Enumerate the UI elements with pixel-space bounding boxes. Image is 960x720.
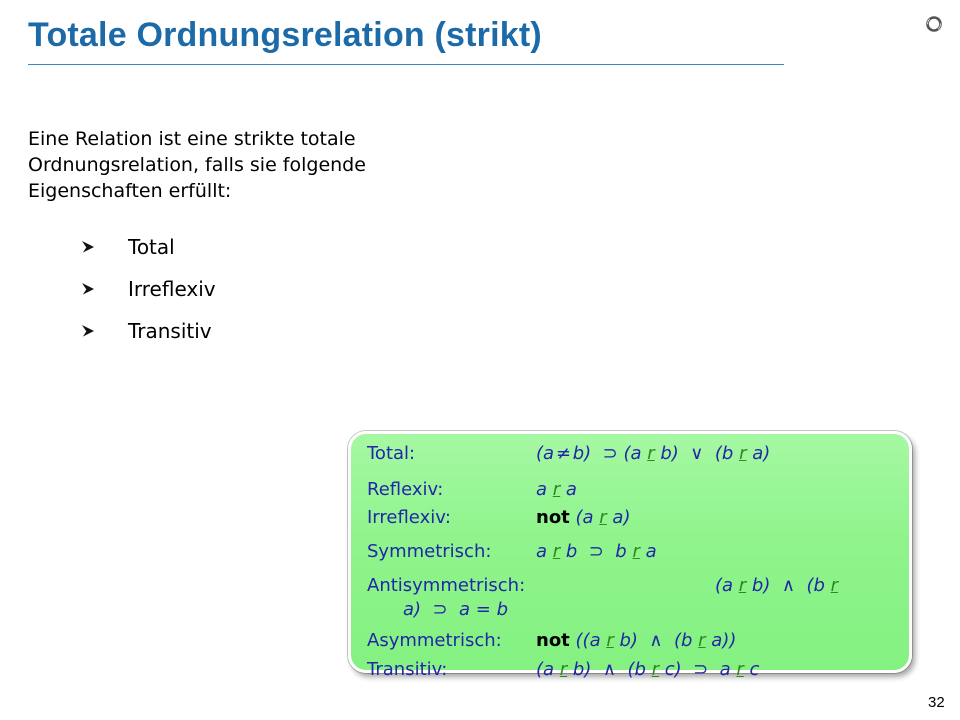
definition-reflexiv [367,479,577,500]
definition-label: Total: [367,443,416,464]
page-number: 32 [928,694,945,711]
definition-label: Reflexiv: [367,479,444,500]
formula: (a r b) ∧ (b r [715,575,839,596]
definition-antisymmetrisch [367,575,839,596]
formula-continuation: a) ⊃ a = b [403,599,509,620]
list-item [80,268,216,310]
intro-line: Eigenschaften erfüllt: [28,180,232,202]
definition-asymmetrisch [367,630,737,651]
definition-label: Irreflexiv: [367,507,451,528]
formula: (a ≠ b) ⊃ (a r b) ∨ (b r a) [536,443,771,464]
list-item [80,226,216,268]
definitions-box [348,431,912,680]
formula: (a r b) ∧ (b r c) ⊃ a r c [536,659,760,680]
definition-total [367,443,771,464]
intro-line: Ordnungsrelation, falls sie folgende [28,154,366,176]
definition-transitiv [367,659,760,680]
right-arrowhead-icon [80,281,128,297]
list-item [80,310,216,352]
bullet-label: Irreflexiv [128,277,216,301]
definition-irreflexiv [367,507,631,528]
ring-logo-icon [924,14,944,34]
intro-paragraph [28,126,508,204]
definition-label: Asymmetrisch: [367,630,502,651]
title-divider [28,64,784,65]
formula: not ((a r b) ∧ (b r a)) [536,630,737,651]
bullet-label: Transitiv [128,319,212,343]
bullet-label: Total [128,235,175,259]
right-arrowhead-icon [80,323,128,339]
formula: not (a r a) [536,507,631,528]
formula: a r a [536,479,577,500]
definition-label: Antisymmetrisch: [367,575,526,596]
intro-line: Eine Relation ist eine strikte totale [28,128,356,150]
formula: a r b ⊃ b r a [536,541,657,562]
definition-label: Transitiv: [367,659,448,680]
definition-symmetrisch [367,541,657,562]
right-arrowhead-icon [80,239,128,255]
slide-title: Totale Ordnungsrelation (strikt) [28,16,542,54]
definition-label: Symmetrisch: [367,541,492,562]
property-list [80,226,216,352]
